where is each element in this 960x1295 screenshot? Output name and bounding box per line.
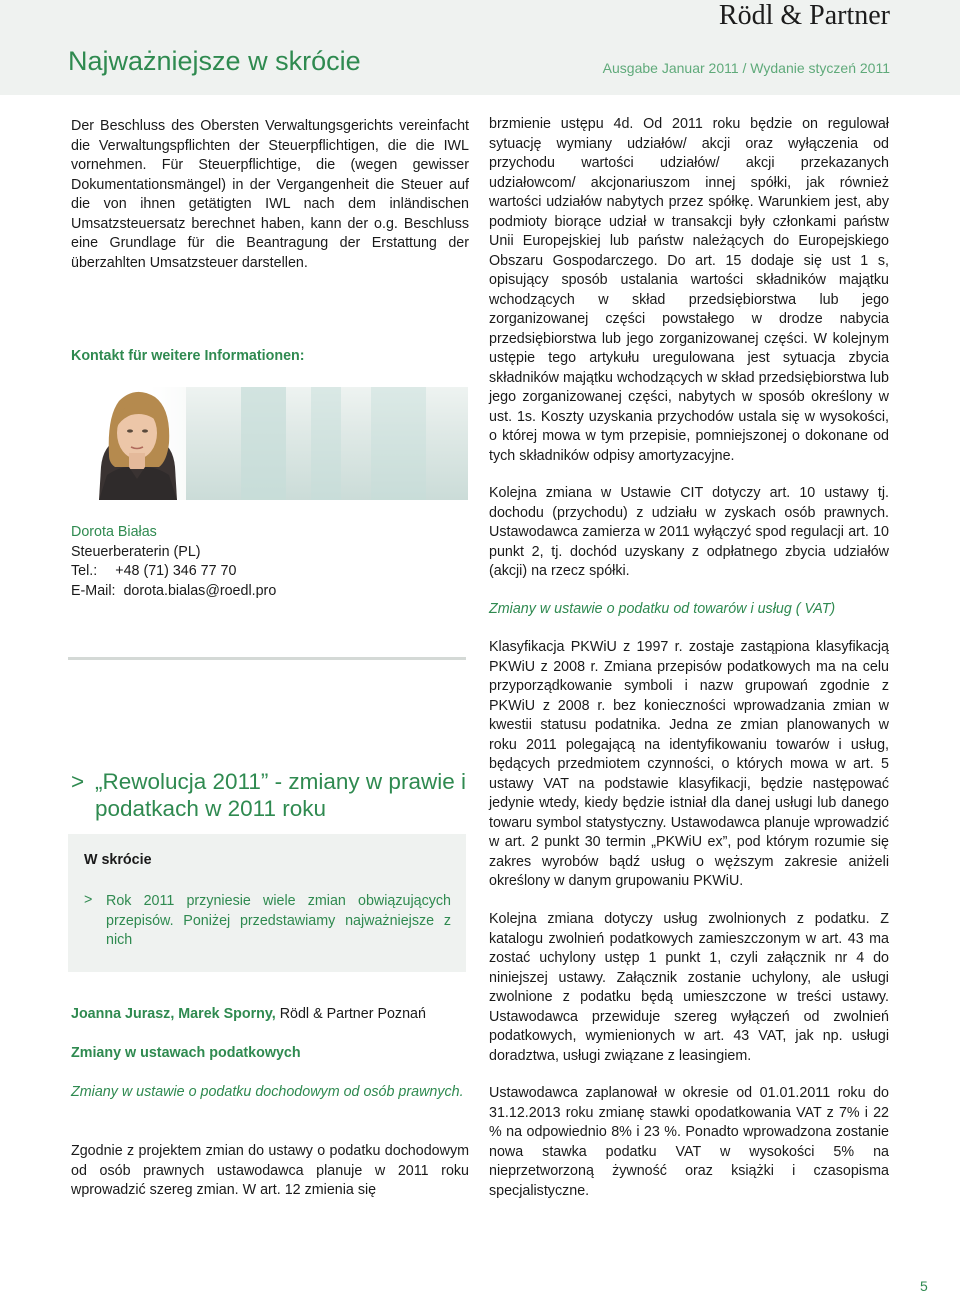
email-link[interactable]: dorota.bialas@roedl.pro xyxy=(123,582,277,599)
right-paragraph-2: Kolejna zmiana w Ustawie CIT dotyczy art. 10 ustawy tj. dochodu (przychodu) z udziału w zyskach osób prawnych. Ustawodawca zamierza w 2011 wyłączyć spod regulacji art. 10 punkt 2, tj. dochód uzyskany z odpłatnego zbycia udziałów (akcji) na rzecz spółki. xyxy=(489,485,889,579)
contact-name: Dorota Białas xyxy=(71,524,157,540)
vat-subsection: Zmiany w ustawie o podatku od towarów i usług ( VAT) xyxy=(489,601,836,617)
phone-label: Tel.: xyxy=(71,563,98,579)
contact-role: Steuerberaterin (PL) xyxy=(71,543,201,560)
portrait-image xyxy=(79,387,194,500)
page-number: 5 xyxy=(920,1278,928,1294)
right-paragraph-3: Klasyfikacja PKWiU z 1997 r. zostaje zastąpiona klasyfikacją PKWiU z 2008 r. Zmiana przepisów podatkowych ma na celu przyporządkowanie symboli i nazw grupowań zgodnie z PKWiU z 2008 r. bez konieczności wprowadzania zmian w kwestii statusu podatnika. Jedna ze zmian planowanych w roku 2011 polegającą na identyfikowaniu towarów i usług, będących przedmiotem czynności, o których mowa w art. 5 ustawy VAT na podstawie klasyfikacji, będzie następować jedynie wtedy, kiedy będzie istniał dla danej usługi lub danego towaru symbol statystyczny. Ustawodawca planuje wprowadzić w art. 2 punkt 30 termin „PKWiU ex”, pod którym rozumie się zakres wyrobów bądź usług o węższym zakresie aniżeli określony w danym grupowaniu PKWiU. xyxy=(489,639,889,889)
right-paragraph-5: Ustawodawca zaplanował w okresie od 01.01.2011 roku do 31.12.2013 roku zmianę stawki opodatkowania VAT z 7% i 22 % na odpowiednio 8% i 23 %. Ponadto wprowadzona zostanie nowa stawka podatku VAT w wysokości 5% na nieprzetworzoną żywność oraz książki i czasopisma specjalistyczne. xyxy=(489,1085,889,1199)
page-header xyxy=(0,0,960,95)
section-divider xyxy=(68,657,466,660)
authors-line xyxy=(71,1006,469,1022)
right-paragraph-4: Kolejna zmiana dotyczy usług zwolnionych z podatku. Z katalogu zwolnień podatkowych zamieszczonym w art. 43 ma zostać uchylony ustęp 1 punkt 1, czyli załącznik nr 4 do niniejszej ustawy. Załącznik zostanie uchylony, ale usługi zwolnione z podatku będą umieszczone w treści ustawy. Ustawodawca przewiduje szereg wyłączeń od zwolnień podatkowych, wymienionych w art. 43 VAT, jak np. usługi doradztwa, usługi związane z leasingiem. xyxy=(489,911,889,1064)
right-paragraph-1: brzmienie ustępu 4d. Od 2011 roku będzie on regulował sytuację wymiany udziałów/ akcji oraz wyłączenia od przychodu wartości udziałów/ akcji przekazanych udziałowcom/ akcjonariuszom innej spółki, jak również wartości udziałów nabytych przez spółkę. Warunkiem jest, aby podmioty biorące udział w transakcji były członkami państw Unii Europejskiej lub państw należących do Europejskiego Obszaru Gospodarczego. Do art. 15 dodaje się ust 1 s, opisujący sposób ustalania wartości składników majątku wchodzących w skład przedsiębiorstwa lub jego zorganizowanej części powstałego w drodze nabycia przedsiębiorstwa lub jego zorganizowanej części. W kolejnym ustępie tego artykułu uregulowana jest sytuacja zbycia składników majątku wchodzących w skład przedsiębiorstwa lub jego zorganizowanej części, nabytych w sposób określony w ust. 1s. Koszty uzyskania przychodów ustala się w wysokości, o której mowa w tym przepisie, pomniejszonej o dokonane od tych składników odpisy amortyzacyjne. xyxy=(489,116,889,464)
subsection-title: Zmiany w ustawie o podatku dochodowym od osób prawnych. xyxy=(71,1084,464,1100)
contact-photo xyxy=(71,387,468,500)
cit-paragraph: Zgodnie z projektem zmian do ustawy o podatku dochodowym od osób prawnych ustawodawca planuje w 2011 roku wprowadzić szereg zmian. W art. 12 zmienia się xyxy=(71,1143,469,1198)
edition-label: Ausgabe Januar 2011 / Wydanie styczeń 2011 xyxy=(602,60,890,76)
headline-text: „Rewolucja 2011” - zmiany w prawie i podatkach w 2011 roku xyxy=(95,769,466,821)
summary-title: W skrócie xyxy=(84,852,152,868)
summary-text: Rok 2011 przyniesie wiele zmian obwiązujących przepisów. Poniżej przedstawiamy najważniejsze z nich xyxy=(106,893,451,948)
contact-card xyxy=(71,523,469,601)
contact-phone-row xyxy=(71,562,469,582)
summary-marker: > xyxy=(84,892,93,908)
intro-paragraph: Der Beschluss des Obersten Verwaltungsgerichts vereinfacht die Verwaltungspflichten der Steuerpflichtigen, die die IWL vornehmen. Für Steuerpflichtige, die (wegen gewisser Dokumentationsmängel) in der Vergangenheit die Steuer auf die von ihnen getätigten IWL nach dem inländischen Umsatzsteuersatz berechnet haben, kann der o.g. Beschluss eine Grundlage für die Beantragung der Erstattung der überzahlten Umsatzsteuer darstellen. xyxy=(71,118,469,271)
contact-email-row xyxy=(71,582,469,602)
page-title: Najważniejsze w skrócie xyxy=(68,46,361,76)
contact-heading: Kontakt für weitere Informationen: xyxy=(71,348,305,364)
authors-org: Rödl & Partner Poznań xyxy=(275,1006,426,1022)
headline-marker: > xyxy=(71,769,85,794)
email-label: E-Mail: xyxy=(71,582,116,599)
brand-logo: Rödl & Partner xyxy=(718,0,890,31)
phone-number[interactable]: +48 (71) 346 77 70 xyxy=(115,563,237,579)
section-title: Zmiany w ustawach podatkowych xyxy=(71,1045,301,1061)
summary-box xyxy=(68,834,466,972)
authors: Joanna Jurasz, Marek Sporny, xyxy=(71,1006,276,1022)
